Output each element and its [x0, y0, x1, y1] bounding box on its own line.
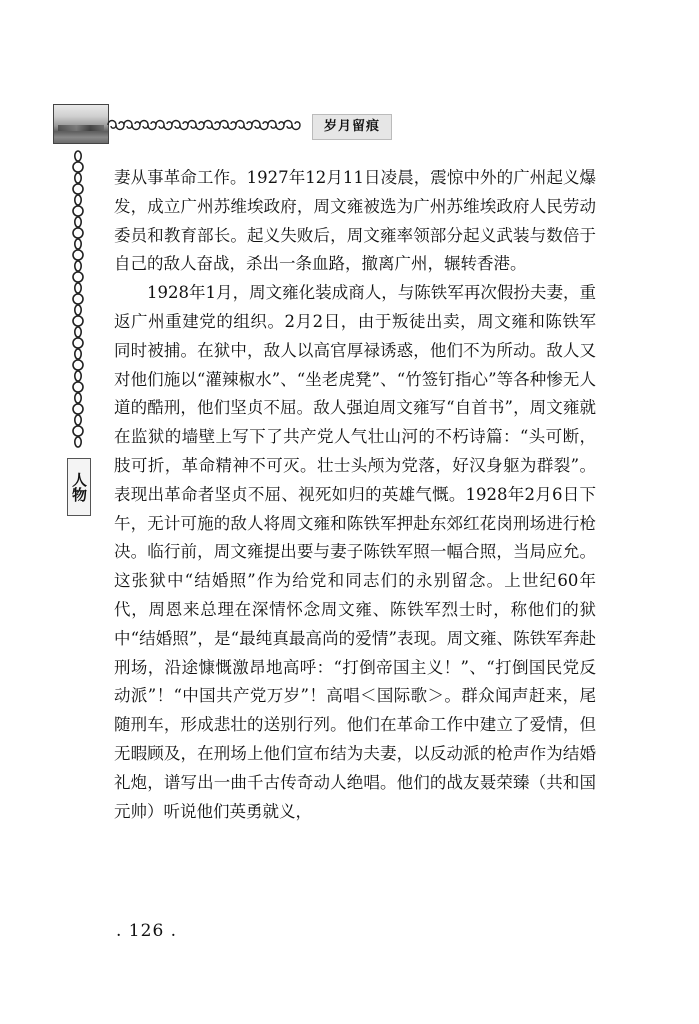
category-label: 人物 — [67, 458, 91, 516]
paragraph: 1928年1月，周文雍化装成商人，与陈铁军再次假扮夫妻，重返广州重建党的组织。2月2日，由于叛徒出卖，周文雍和陈铁军同时被捕。在狱中，敌人以高官厚禄诱惑，他们不为所动。敌人又对他们施以“灌辣椒水”、“坐老虎凳”、“竹签钉指心”等各种惨无人道的酷刑，他们坚贞不屈。敌人强迫周文雍写“自首书”，周文雍就在监狱的墙壁上写下了共产党人气壮山河的不朽诗篇：“头可断，肢可折，革命精神不可灭。壮士头颅为党落，好汉身躯为群裂”。表现出革命者坚贞不屈、视死如归的英雄气慨。1928年2月6日下午，无计可施的敌人将周文雍和陈铁军押赴东郊红花岗刑场进行枪决。临行前，周文雍提出要与妻子陈铁军照一幅合照，当局应允。这张狱中“结婚照”作为给党和同志们的永别留念。上世纪60年代，周恩来总理在深情怀念周文雍、陈铁军烈士时，称他们的狱中“结婚照”，是“最纯真最高尚的爱情”表现。周文雍、陈铁军奔赴刑场，沿途慷慨激昂地高呼：“打倒帝国主义！”、“打倒国民党反动派”！“中国共产党万岁”！高唱＜国际歌＞。群众闻声赶来，尾随刑车，形成悲壮的送别行列。他们在革命工作中建立了爱情，但无暇顾及，在刑场上他们宣布结为夫妻，以反动派的枪声作为结婚礼炮，谱写出一曲千古传奇动人绝唱。他们的战友聂荣臻（共和国元帅）听说他们英勇就义， — [114, 283, 596, 821]
page-number: . 126 . — [116, 921, 178, 941]
landscape-photo-icon — [53, 104, 109, 144]
ornamental-chain-icon — [67, 150, 89, 450]
article-body — [114, 164, 596, 826]
ornamental-border-icon — [107, 115, 307, 135]
paragraph: 妻从事革命工作。1927年12月11日凌晨，震惊中外的广州起义爆发，成立广州苏维埃政府，周文雍被选为广州苏维埃政府人民劳动委员和教育部长。起义失败后，周文雍率领部分起义武装与数倍于自己的敌人奋战，杀出一条血路，撤离广州，辗转香港。 — [114, 168, 596, 274]
section-title: 岁月留痕 — [312, 114, 392, 140]
